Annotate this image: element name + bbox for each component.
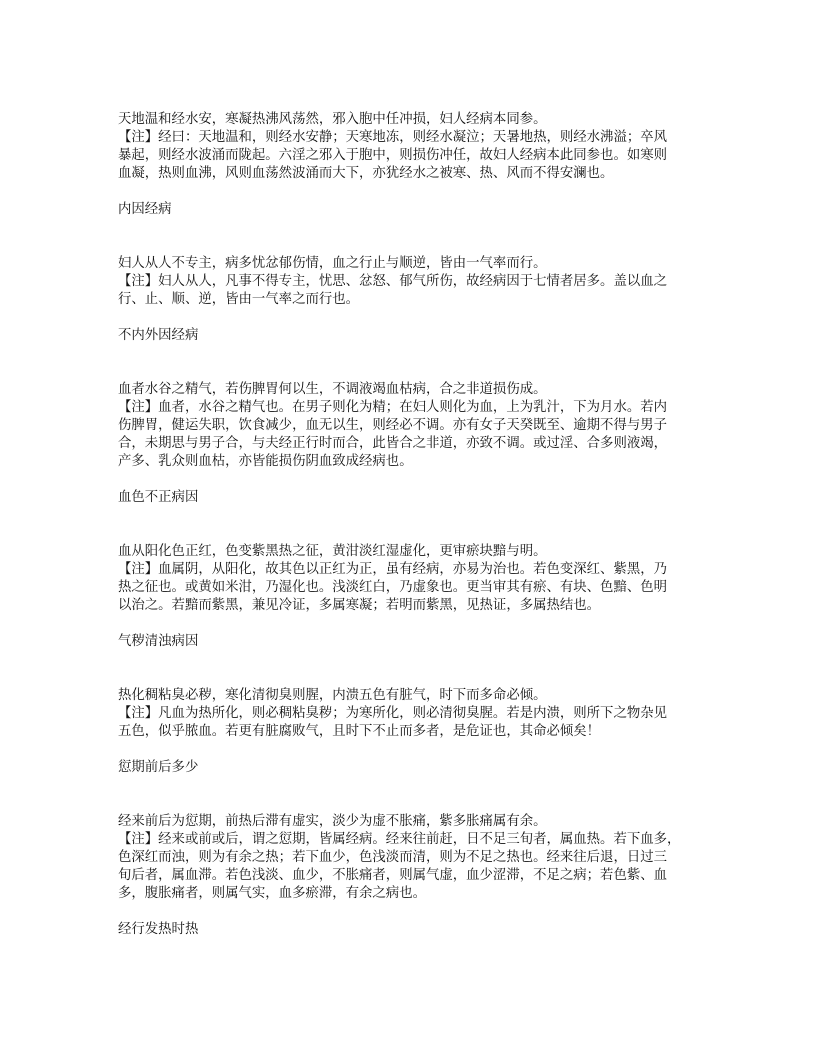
section-heading: 内因经病 bbox=[118, 202, 172, 217]
verse-text: 血者水谷之精气，若伤脾胃何以生，不调液竭血枯病，合之非道损伤成。 bbox=[118, 382, 547, 397]
note-line: 行、止、顺、逆，皆由一气率之而行也。 bbox=[118, 292, 360, 307]
verse-text: 天地温和经水安，寒凝热沸风荡然，邪入胞中任冲损，妇人经病本同参。 bbox=[118, 112, 547, 127]
note-line: 【注】凡血为热所化，则必稠粘臭秽；为寒所化，则必清彻臭腥。若是内溃，则所下之物杂见 bbox=[118, 706, 668, 721]
section-heading: 不内外因经病 bbox=[118, 328, 199, 343]
verse-text: 热化稠粘臭必秽，寒化清彻臭则腥，内溃五色有脏气，时下而多命必倾。 bbox=[118, 688, 547, 703]
verse-text: 妇人从人不专主，病多忧忿郁伤情，血之行止与顺逆，皆由一气率而行。 bbox=[118, 256, 547, 271]
note-line: 【注】经来或前或后，谓之愆期，皆属经病。经来往前赶，日不足三旬者，属血热。若下血多， bbox=[118, 832, 681, 847]
section-heading: 愆期前后多少 bbox=[118, 760, 199, 775]
note-line: 伤脾胃，健运失职，饮食减少，血无以生，则经必不调。亦有女子天癸既至、逾期不得与男子 bbox=[118, 418, 668, 433]
note-line: 多，腹胀痛者，则属气实，血多瘀滞，有余之病也。 bbox=[118, 886, 426, 901]
note-line: 热之征也。或黄如米泔，乃湿化也。浅淡红白，乃虚象也。更当审其有瘀、有块、色黯、色明 bbox=[118, 580, 668, 595]
note-line: 【注】血属阴，从阳化，故其色以正红为正，虽有经病，亦易为治也。若色变深红、紫黑，乃 bbox=[118, 562, 668, 577]
section-heading: 血色不正病因 bbox=[118, 490, 199, 505]
note-line: 色深红而浊，则为有余之热；若下血少，色浅淡而清，则为不足之热也。经来往后退，日过三 bbox=[118, 850, 668, 865]
note-line: 暴起，则经水波涌而陇起。六淫之邪入于胞中，则损伤冲任，故妇人经病本此同参也。如寒则 bbox=[118, 148, 668, 163]
section-heading: 气秽清浊病因 bbox=[118, 634, 199, 649]
note-line: 【注】妇人从人，凡事不得专主，忧思、忿怒、郁气所伤，故经病因于七情者居多。盖以血之 bbox=[118, 274, 668, 289]
verse-text: 血从阳化色正红，色变紫黑热之征，黄泔淡红湿虚化，更审瘀块黯与明。 bbox=[118, 544, 547, 559]
note-line: 以治之。若黯而紫黑，兼见冷证，多属寒凝；若明而紫黑，见热证，多属热结也。 bbox=[118, 598, 601, 613]
note-line: 产多、乳众则血枯，亦皆能损伤阴血致成经病也。 bbox=[118, 454, 413, 469]
note-line: 血凝，热则血沸，风则血荡然波涌而大下，亦犹经水之被寒、热、风而不得安澜也。 bbox=[118, 166, 614, 181]
note-line: 五色，似乎脓血。若更有脏腐败气，且时下不止而多者，是危证也，其命必倾矣！ bbox=[118, 724, 601, 739]
note-line: 旬后者，属血滞。若色浅淡、血少，不胀痛者，则属气虚，血少涩滞，不足之病；若色紫、血 bbox=[118, 868, 668, 883]
note-line: 【注】血者，水谷之精气也。在男子则化为精；在妇人则化为血，上为乳汁，下为月水。若内 bbox=[118, 400, 668, 415]
verse-text: 经来前后为愆期，前热后滞有虚实，淡少为虚不胀痛，紫多胀痛属有余。 bbox=[118, 814, 547, 829]
section-heading: 经行发热时热 bbox=[118, 922, 199, 937]
note-line: 【注】经曰：天地温和，则经水安静；天寒地冻，则经水凝泣；天暑地热，则经水沸溢；卒风 bbox=[118, 130, 668, 145]
note-line: 合，未期思与男子合，与夫经正行时而合，此皆合之非道，亦致不调。或过淫、合多则液竭， bbox=[118, 436, 668, 451]
